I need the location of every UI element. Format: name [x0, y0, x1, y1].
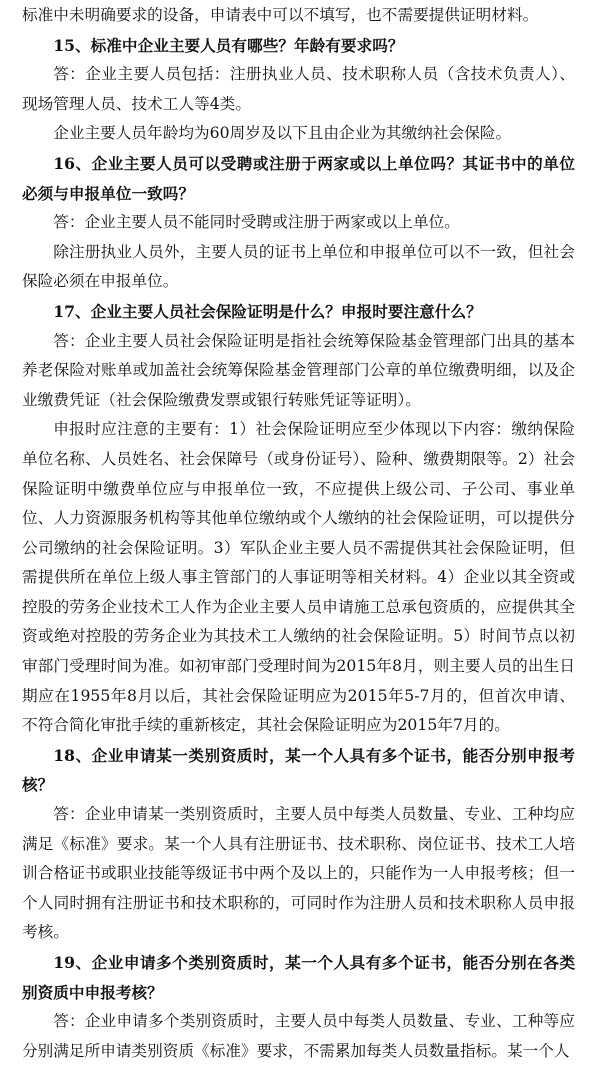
- answer-15-age-requirement: 企业主要人员年龄均为60周岁及以下且由企业为其缴纳社会保险。: [53, 124, 512, 143]
- question-19-heading: 19、企业申请多个类别资质时，某一个人具有多个证书，能否分别在各类别资质中申报考核？: [22, 953, 575, 1002]
- answer-19-multiple-categories: 答：企业申请多个类别资质时，主要人员中每类人员数量、专业、工种等应分别满足所申请类别资质《标准》要求，不需累加每类人员数量指标。某一个人: [22, 1012, 575, 1060]
- question-16-heading: 16、企业主要人员可以受聘或注册于两家或以上单位吗？其证书中的单位必须与申报单位一致吗？: [22, 153, 575, 203]
- answer-15-personnel-types: 答：企业主要人员包括：注册执业人员、技术职称人员（含技术负责人）、现场管理人员、技术工人等4类。: [22, 65, 575, 113]
- paragraph-equipment-note: 标准中未明确要求的设备，申请表中可以不填写，也不需要提供证明材料。: [22, 6, 539, 24]
- question-18-heading: 18、企业申请某一类别资质时，某一个人具有多个证书，能否分别申报考核？: [22, 745, 575, 795]
- answer-18-single-category: 答：企业申请某一类别资质时，主要人员中每类人员数量、专业、工种均应满足《标准》要求。某一个人具有注册证书、技术职称、岗位证书、技术工人培训合格证书或职业技能等级证书中两个及以上的，只能作为一人申报考核；但一个人同时拥有注册证书和技术职称的，可同时作为注册人员和技术职称人员申报考核。: [22, 805, 575, 942]
- question-15-heading: 15、标准中企业主要人员有哪些？年龄有要求吗？: [53, 35, 404, 55]
- answer-17-notes: 申报时应注意的主要有：1）社会保险证明应至少体现以下内容：缴纳保险单位名称、人员姓名、社会保障号（或身份证号）、险种、缴费期限等。2）社会保险证明中缴费单位应与申报单位一致，不应提供上级公司、子公司、事业单位、人力资源服务机构等其他单位缴纳或个人缴纳的社会保险证明，可以提供分公司缴纳的社会保险证明。3）军队企业主要人员不需提供其社会保险证明，但需提供所在单位上级人事主管部门的人事证明等相关材料。4）企业以其全资或控股的劳务企业技术工人作为企业主要人员申请施工总承包资质的，应提供其全资或绝对控股的劳务企业为其技术工人缴纳的社会保险证明。5）时间节点以初审部门受理时间为准。如初审部门受理时间为2015年8月，则主要人员的出生日期应在1955年8月以后，其社会保险证明应为2015年5-7月的，但首次申请、不符合简化审批手续的重新核定，其社会保险证明应为2015年7月的。: [22, 420, 575, 735]
- answer-16-certificate-unit: 除注册执业人员外，主要人员的证书上单位和申报单位可以不一致，但社会保险必须在申报单位。: [22, 242, 575, 291]
- answer-16-single-unit: 答：企业主要人员不能同时受聘或注册于两家或以上单位。: [53, 213, 460, 232]
- question-17-heading: 17、企业主要人员社会保险证明是什么？申报时要注意什么？: [53, 301, 482, 321]
- answer-17-definition: 答：企业主要人员社会保险证明是指社会统筹保险基金管理部门出具的基本养老保险对账单或加盖社会统筹保险基金管理部门公章的单位缴费明细，以及企业缴费凭证（社会保险缴费发票或银行转账凭证等证明）。: [22, 331, 575, 409]
